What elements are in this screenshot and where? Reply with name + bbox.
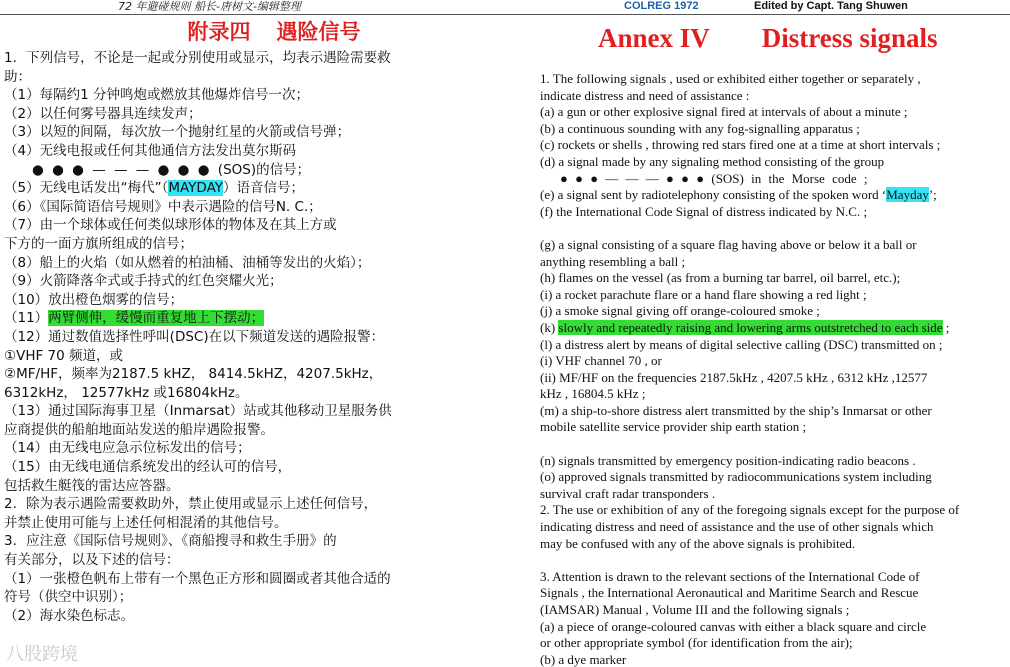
line-text: 应商提供的船舶地面站发送的船岸遇险报警。	[4, 421, 274, 438]
text-line	[0, 291, 488, 310]
line-text: （13）通过国际海事卫星（Inmarsat）站或其他移动卫星服务供	[4, 403, 392, 420]
line-text: indicating distress and need of assistance and the use of other signals which	[540, 519, 934, 535]
text-line	[0, 421, 488, 440]
line-text: （2）以任何雾号器具连续发声；	[4, 105, 202, 122]
header-divider	[0, 14, 1010, 15]
line-text: 符号（供空中识别）；	[4, 589, 133, 606]
line-text: （15）由无线电通信系统发出的经认可的信号，	[4, 459, 292, 476]
line-text: (m) a ship-to-shore distress alert transmitted by the ship’s Inmarsat or other	[540, 402, 932, 418]
line-text: 有关部分，以及下述的信号：	[4, 552, 180, 569]
line-text: （6）《国际简语信号规则》中表示遇险的信号N. C.；	[4, 198, 322, 215]
paragraph-gap	[540, 220, 1010, 237]
text-line	[0, 309, 488, 328]
text-line	[540, 237, 1010, 254]
text-line	[0, 68, 488, 87]
highlighted-arm-signal: 两臂侧伸，缓慢而重复地上下摆动；	[48, 310, 265, 327]
text-line	[0, 123, 488, 142]
chinese-title	[0, 17, 488, 47]
text-line	[0, 235, 488, 254]
text-line	[0, 272, 488, 291]
text-line	[540, 204, 1010, 221]
page-header	[0, 0, 1010, 14]
chinese-body	[0, 49, 488, 625]
line-text: （7）由一个球体或任何类似球形体的物体及在其上方或	[4, 217, 337, 234]
line-text: (g) a signal consisting of a square flag having above or below it a ball or	[540, 236, 917, 252]
chinese-title-annex: 附录四	[187, 19, 251, 44]
text-line	[0, 216, 488, 235]
text-line	[0, 365, 488, 384]
line-text: 助：	[4, 68, 31, 85]
text-line	[540, 320, 1010, 337]
highlighted-arm-signal: slowly and repeatedly raising and lowering arms outstretched to each side	[558, 319, 943, 335]
text-line	[540, 254, 1010, 271]
line-text: 下方的一面方旗所组成的信号；	[4, 235, 193, 252]
line-text: （11）	[4, 310, 49, 327]
header-editor-credit: Edited by Capt. Tang Shuwen	[754, 0, 908, 12]
english-title-subject: Distress signals	[761, 23, 938, 53]
line-text: (ii) MF/HF on the frequencies 2187.5kHz , 4207.5 kHz , 6312 kHz ,12577	[540, 369, 928, 385]
line-text: anything resembling a ball ;	[540, 253, 686, 269]
line-text: (b) a continuous sounding with any fog-signalling apparatus ;	[540, 120, 860, 136]
text-line	[0, 86, 488, 105]
english-body	[540, 71, 1010, 667]
line-text: kHz , 16804.5 kHz ;	[540, 386, 646, 402]
line-text: （3）以短的间隔，每次放一个抛射红星的火箭或信号弹；	[4, 124, 351, 141]
text-line	[540, 569, 1010, 586]
text-line	[0, 514, 488, 533]
text-line	[540, 585, 1010, 602]
text-line	[540, 303, 1010, 320]
line-text: (b) a dye marker	[540, 651, 627, 667]
line-text: ②MF/HF，频率为2187.5 kHZ， 8414.5kHZ，4207.5kHz，	[4, 366, 383, 383]
line-text: (j) a smoke signal giving off orange-coloured smoke ;	[540, 303, 820, 319]
text-line	[540, 88, 1010, 105]
text-line	[540, 502, 1010, 519]
line-text: （5）无线电话发出“梅代”（	[4, 180, 169, 197]
text-line	[540, 104, 1010, 121]
line-text: （14）由无线电应急示位标发出的信号；	[4, 440, 251, 457]
text-line	[540, 370, 1010, 387]
line-text: 2. The use or exhibition of any of the foregoing signals except for the purpose of	[540, 502, 960, 518]
text-line	[540, 652, 1010, 667]
text-line	[540, 137, 1010, 154]
text-line	[0, 161, 488, 180]
line-text: 2．除为表示遇险需要救助外，禁止使用或显示上述任何信号，	[4, 496, 378, 513]
text-line	[0, 607, 488, 626]
text-line	[0, 142, 488, 161]
line-text: or other appropriate symbol (for identification from the air);	[540, 635, 853, 651]
line-text: （12）通过数值选择性呼叫(DSC)在以下频道发送的遇险报警：	[4, 328, 385, 345]
line-text: may be confused with any of the above signals is prohibited.	[540, 535, 856, 551]
text-line	[0, 495, 488, 514]
text-line	[0, 439, 488, 458]
text-line	[0, 105, 488, 124]
header-colreg-label: COLREG 1972	[624, 0, 699, 12]
line-text: （2）海水染色标志。	[4, 607, 135, 624]
text-line	[540, 154, 1010, 171]
text-line	[0, 477, 488, 496]
line-text: (o) approved signals transmitted by radiocommunications system including	[540, 469, 932, 485]
line-text: mobile satellite service provider ship earth station ;	[540, 419, 807, 435]
text-line	[0, 588, 488, 607]
text-line	[540, 453, 1010, 470]
text-line	[0, 384, 488, 403]
line-text: ①VHF 70 频道，或	[4, 347, 124, 364]
line-text: （1）一张橙色帆布上带有一个黑色正方形和圆圈或者其他合适的	[4, 570, 391, 587]
highlighted-mayday: MAYDAY	[168, 180, 224, 197]
line-text: 1．下列信号，不论是一起或分别使用或显示，均表示遇险需要救	[4, 50, 391, 66]
text-line	[540, 403, 1010, 420]
text-line	[540, 121, 1010, 138]
line-text: 并禁止使用可能与上述任何相混淆的其他信号。	[4, 514, 288, 531]
text-line	[540, 469, 1010, 486]
text-line	[540, 386, 1010, 403]
text-line	[0, 532, 488, 551]
text-line	[0, 198, 488, 217]
line-text: (f) the International Code Signal of distress indicated by N.C. ;	[540, 203, 868, 219]
chinese-column	[0, 17, 488, 667]
watermark: 八股跨境	[6, 644, 78, 665]
text-line	[540, 602, 1010, 619]
highlighted-mayday: Mayday	[886, 187, 929, 203]
line-text: ’;	[928, 187, 937, 203]
line-text: 包括救生艇筏的雷达应答器。	[4, 477, 180, 494]
text-line	[540, 353, 1010, 370]
header-chinese-caption: 72 年避碰规则 船长-唐树文-编辑整理	[118, 0, 301, 13]
line-text: 3．应注意《国际信号规则》、《商船搜寻和救生手册》的	[4, 533, 337, 550]
line-text: （9）火箭降落伞式或手持式的红色突耀火光；	[4, 273, 283, 290]
line-text: survival craft radar transponders .	[540, 485, 716, 501]
line-text: （4）无线电报或任何其他通信方法发出莫尔斯码	[4, 142, 297, 159]
line-text: (c) rockets or shells , throwing red stars fired one at a time at short intervals ;	[540, 137, 941, 153]
line-text: (IAMSAR) Manual , Volume III and the following signals ;	[540, 602, 850, 617]
line-text: (e) a signal sent by radiotelephony consisting of the spoken word ‘	[540, 187, 887, 203]
text-line	[540, 171, 1010, 188]
text-line	[0, 179, 488, 198]
line-text: (k)	[540, 319, 559, 335]
line-text: 6312kHz， 12577kHz 或16804kHz。	[4, 384, 249, 401]
line-text: ）语音信号；	[223, 180, 305, 197]
line-text: Signals , the International Aeronautical and Maritime Search and Rescue	[540, 585, 919, 601]
line-text: (i) a rocket parachute flare or a hand flare showing a red light ;	[540, 286, 867, 302]
line-text: (d) a signal made by any signaling method consisting of the group	[540, 153, 885, 169]
paragraph-gap	[540, 552, 1010, 569]
text-line	[0, 254, 488, 273]
text-line	[540, 337, 1010, 354]
text-line	[0, 570, 488, 589]
line-text: ;	[942, 319, 950, 335]
english-title	[598, 20, 1010, 56]
text-line	[0, 458, 488, 477]
paragraph-gap	[540, 436, 1010, 453]
text-line	[540, 619, 1010, 636]
line-text: (l) a distress alert by means of digital selective calling (DSC) transmitted on ;	[540, 336, 943, 352]
line-text: （8）船上的火焰（如从燃着的柏油桶、油桶等发出的火焰）；	[4, 254, 371, 271]
text-line	[540, 519, 1010, 536]
text-line	[540, 270, 1010, 287]
text-line	[540, 486, 1010, 503]
english-title-annex: Annex IV	[598, 23, 710, 53]
text-line	[540, 635, 1010, 652]
line-text: 1. The following signals , used or exhibited either together or separately ,	[540, 71, 921, 86]
text-line	[540, 187, 1010, 204]
sos-morse-text: ● ● ● — — — ● ● ● (SOS)的信号；	[32, 161, 311, 178]
sos-morse-text: ● ● ● — — — ● ● ● (SOS) in the Morse code ;	[560, 170, 868, 186]
line-text: (a) a gun or other explosive signal fired at intervals of about a minute ;	[540, 104, 908, 120]
line-text: (a) a piece of orange-coloured canvas with either a black square and circle	[540, 618, 927, 634]
chinese-title-subject: 遇险信号	[276, 19, 361, 44]
line-text: (i) VHF channel 70 , or	[540, 353, 662, 369]
line-text: (n) signals transmitted by emergency position-indicating radio beacons .	[540, 452, 916, 468]
text-line	[0, 402, 488, 421]
line-text: （1）每隔约1 分钟鸣炮或燃放其他爆炸信号一次；	[4, 87, 309, 104]
line-text: indicate distress and need of assistance :	[540, 87, 750, 103]
text-line	[0, 328, 488, 347]
text-line	[0, 49, 488, 68]
text-line	[540, 536, 1010, 553]
line-text: (h) flames on the vessel (as from a burning tar barrel, oil barrel, etc.);	[540, 270, 901, 286]
line-text: （10）放出橙色烟雾的信号；	[4, 291, 184, 308]
text-line	[540, 71, 1010, 88]
text-line	[540, 287, 1010, 304]
text-line	[0, 551, 488, 570]
text-line	[0, 347, 488, 366]
text-line	[540, 419, 1010, 436]
english-column	[540, 20, 1010, 667]
line-text: 3. Attention is drawn to the relevant sections of the International Code of	[540, 568, 920, 584]
